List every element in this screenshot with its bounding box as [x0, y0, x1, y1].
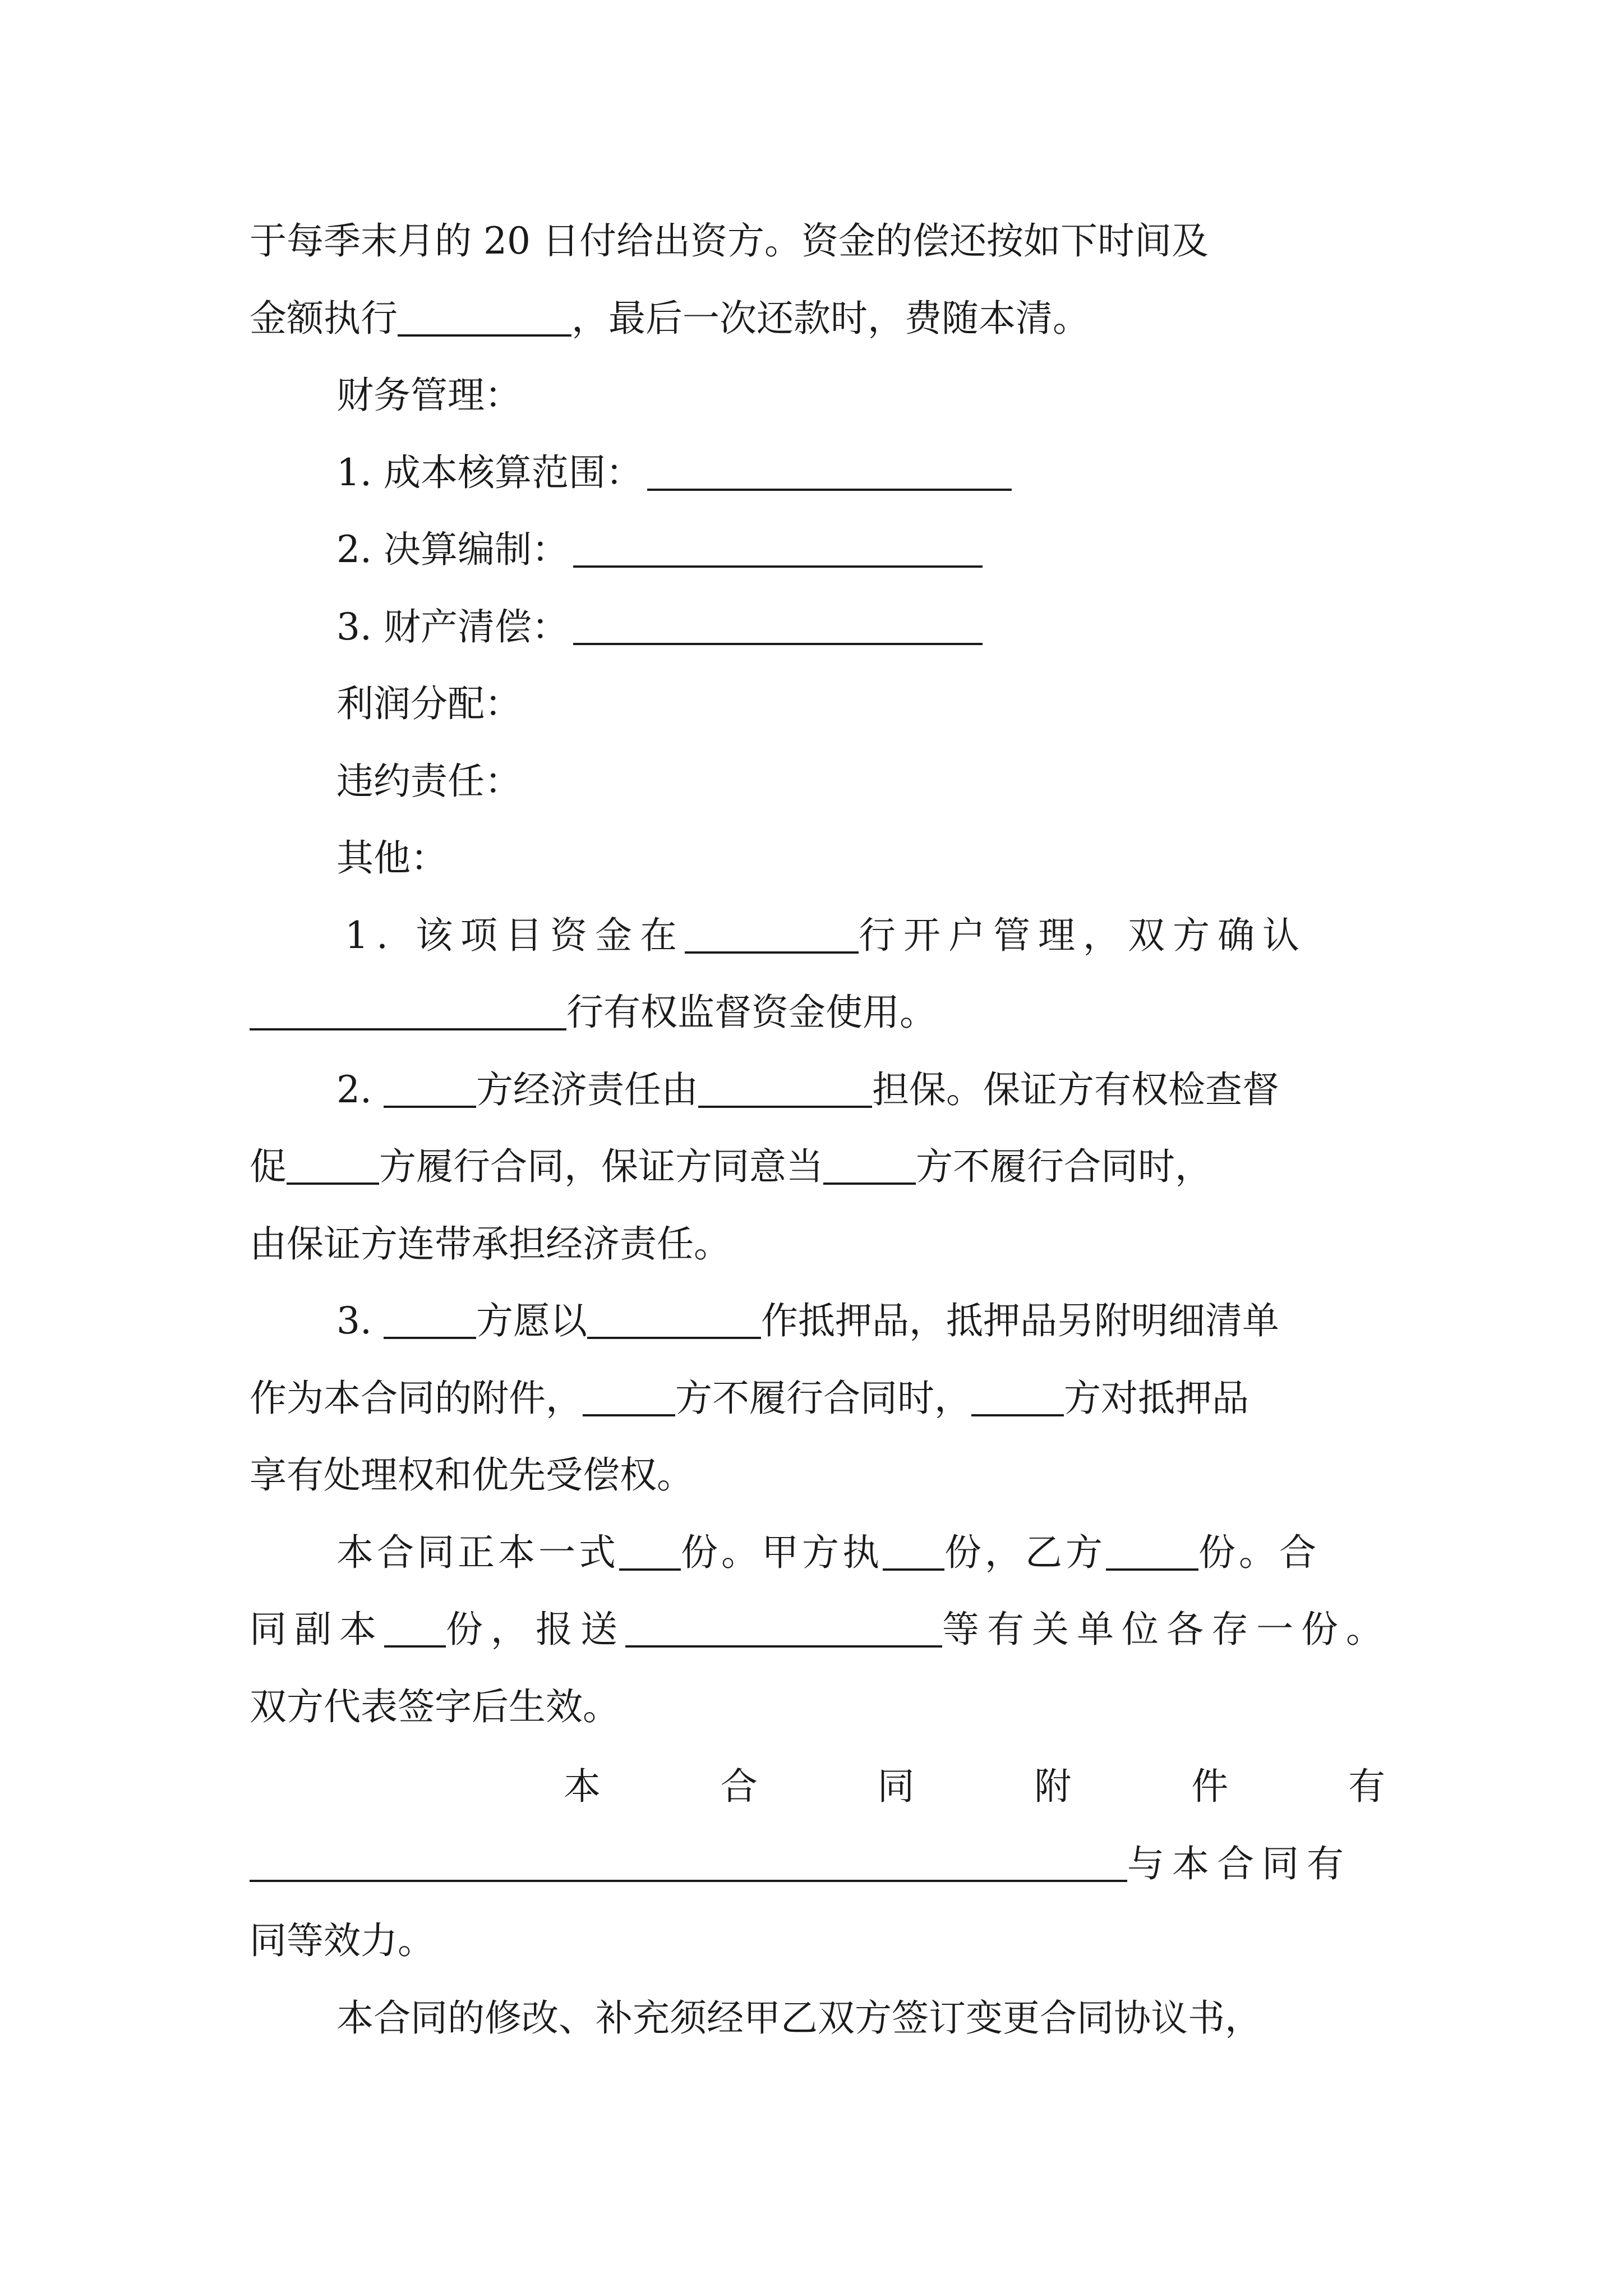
other-item-2: [336, 1062, 1279, 1118]
copies-paragraph: [336, 1525, 1320, 1581]
text: 份。合: [1198, 1531, 1320, 1574]
copies-paragraph-cont: [250, 1602, 1391, 1658]
other-item-2-end: [250, 1216, 731, 1272]
blank-field: [287, 1182, 379, 1185]
text: 违约责任：: [336, 760, 522, 803]
text: 同副本: [250, 1608, 384, 1651]
text: 有: [1348, 1765, 1385, 1808]
text: 方不履行合同时，: [916, 1145, 1212, 1188]
finance-item-3: [336, 599, 983, 655]
blank-field: [685, 951, 859, 954]
text: 份，报送: [446, 1608, 625, 1651]
text: 3. 财产清偿：: [336, 605, 569, 648]
text: 利润分配：: [336, 682, 522, 725]
blank-field: [625, 1645, 942, 1648]
blank-field: [619, 1568, 681, 1571]
text: 方愿以: [476, 1299, 587, 1342]
blank-field: [883, 1568, 944, 1571]
amendment-paragraph: [336, 1990, 1262, 2046]
text: 方不履行合同时，: [675, 1377, 971, 1420]
text: 金额执行: [250, 297, 398, 340]
blank-field: [583, 1414, 675, 1416]
text: 本合同正本一式: [336, 1531, 619, 1574]
text: 享有处理权和优先受偿权。: [250, 1453, 694, 1497]
finance-item-1: [336, 445, 1012, 501]
text: 等有关单位各存一份。: [942, 1608, 1391, 1651]
text: 双方代表签字后生效。: [250, 1685, 620, 1728]
text: 同等效力。: [250, 1919, 435, 1962]
blank-field: [587, 1337, 761, 1339]
text: 本合同的修改、补充须经甲乙双方签订变更合同协议书，: [336, 1996, 1262, 2040]
text: 作抵押品，抵押品另附明细清单: [760, 1299, 1279, 1342]
section-heading-liability: [336, 753, 522, 809]
text: 份，乙方: [944, 1531, 1106, 1574]
text: ，最后一次还款时，费随本清。: [571, 297, 1090, 340]
section-heading-other: [336, 830, 448, 886]
blank-field: [971, 1414, 1064, 1416]
other-item-3: [336, 1293, 1279, 1349]
text: 方经济责任由: [476, 1068, 698, 1111]
text: 由保证方连带承担经济责任。: [250, 1222, 731, 1266]
section-heading-profit: [336, 676, 522, 732]
text: 1. 该项目资金在: [345, 914, 685, 957]
other-item-2-cont: [250, 1139, 1212, 1195]
text: 附: [1034, 1765, 1072, 1808]
attachment-paragraph-cont: [250, 1836, 1352, 1892]
other-item-3-end: [250, 1447, 694, 1503]
other-item-1-cont: [250, 984, 937, 1041]
text: 与本合同有: [1127, 1842, 1352, 1885]
text: 担保。保证方有权检查督: [872, 1068, 1279, 1111]
other-item-1: [345, 908, 1307, 964]
text: 件: [1191, 1765, 1229, 1808]
text-line-2: [250, 291, 1090, 347]
text: 促: [250, 1145, 287, 1188]
text-line-1: [250, 213, 1209, 269]
text: 3.: [336, 1299, 384, 1342]
text: 作为本合同的附件，: [250, 1377, 583, 1420]
attachment-paragraph: [564, 1759, 1385, 1815]
blank-field: [398, 334, 571, 337]
copies-paragraph-end: [250, 1679, 620, 1735]
text: 方对抵押品: [1064, 1377, 1249, 1420]
text: 2. 决算编制：: [336, 528, 569, 571]
text: 财务管理：: [336, 374, 522, 417]
blank-field: [698, 1106, 872, 1108]
text: 2.: [336, 1068, 384, 1111]
text: 合: [720, 1765, 758, 1808]
text: 份。甲方执: [681, 1531, 883, 1574]
blank-field: [384, 1645, 446, 1648]
text: 方履行合同，保证方同意当: [379, 1145, 823, 1188]
text: 行有权监督资金使用。: [566, 991, 937, 1034]
blank-field: [250, 1880, 1127, 1882]
blank-field: [573, 565, 983, 568]
blank-field: [384, 1106, 476, 1108]
attachment-paragraph-end: [250, 1913, 435, 1969]
blank-field: [250, 1028, 566, 1030]
blank-field: [573, 643, 983, 645]
section-heading-finance: [336, 367, 522, 424]
text: 同: [877, 1765, 915, 1808]
text: 本: [564, 1765, 601, 1808]
blank-field: [823, 1182, 916, 1185]
blank-field: [1106, 1568, 1198, 1571]
blank-field: [384, 1337, 476, 1339]
other-item-3-cont: [250, 1370, 1249, 1427]
finance-item-2: [336, 522, 983, 578]
blank-field: [647, 489, 1012, 491]
text: 其他：: [336, 836, 448, 880]
text: 行开户管理，双方确认: [858, 914, 1307, 957]
text: 1. 成本核算范围：: [336, 451, 643, 494]
text: 于每季末月的 20 日付给出资方。资金的偿还按如下时间及: [250, 219, 1209, 263]
